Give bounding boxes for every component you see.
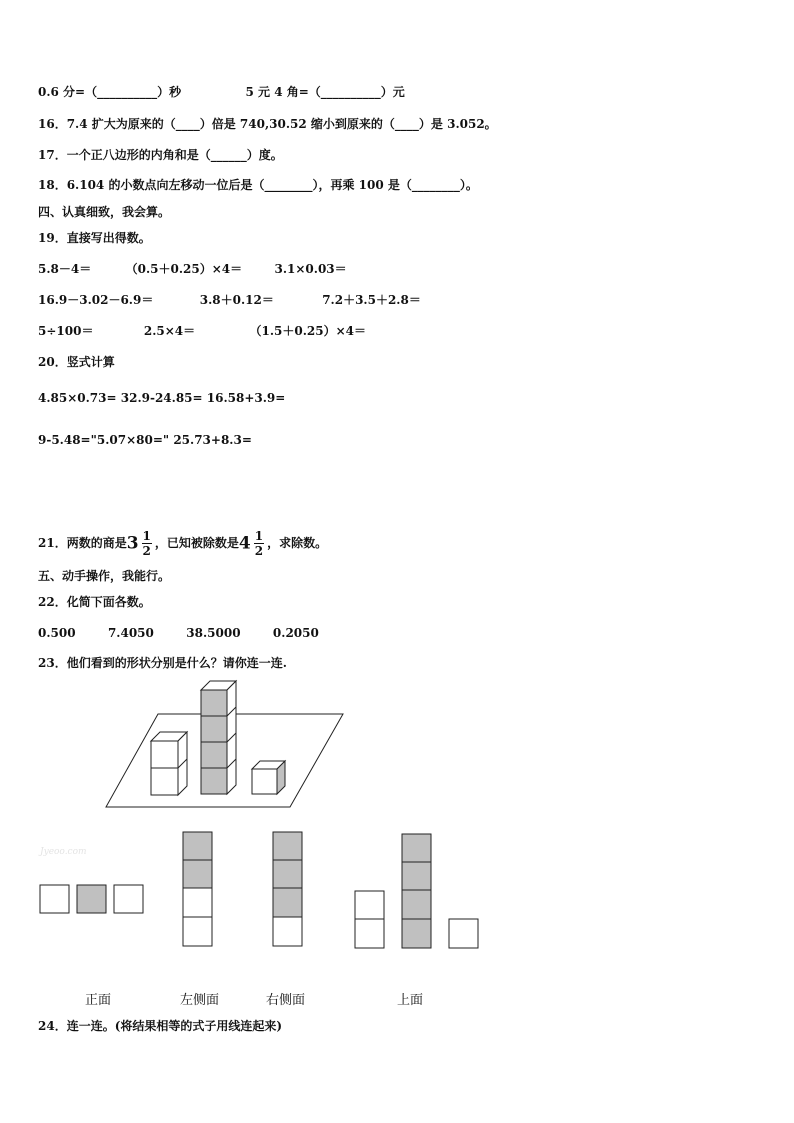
vertical-calc-row-1: 4.85×0.73= 32.9-24.85= 16.58+3.9= [38, 391, 286, 405]
calc-2b: 3.8＋0.12＝ [199, 293, 274, 307]
question-22: 22．化简下面各数。 [38, 595, 151, 609]
view-option-1[interactable] [40, 885, 143, 913]
view-option-3[interactable] [273, 832, 302, 946]
number-2: 7.4050 [107, 626, 154, 640]
question-yuan: 5 元 4 角=（__________）元 [245, 85, 405, 99]
label-top[interactable]: 上面 [397, 993, 424, 1008]
fraction-1-denominator: 2 [142, 544, 151, 558]
calc-1c: 3.1×0.03＝ [274, 262, 347, 276]
calc-1a: 5.8－4＝ [38, 262, 92, 276]
label-front[interactable]: 正面 [85, 993, 112, 1008]
question-seconds: 0.6 分=（__________）秒 [38, 85, 182, 99]
mixed-number-whole-1: 3 [126, 533, 139, 554]
calc-3a: 5÷100＝ [38, 324, 94, 338]
question-24: 24．连一连。(将结果相等的式子用线连起来) [38, 1019, 283, 1033]
section-four-heading: 四、认真细致，我会算。 [38, 205, 171, 219]
fraction-1-numerator: 1 [142, 529, 151, 543]
q21-text-c: ，求除数。 [267, 536, 328, 550]
q21-text-b: ，已知被除数是 [154, 536, 239, 550]
question-16: 16．7.4 扩大为原来的（____）倍是 740,30.52 缩小到原来的（____）是 3.052。 [38, 117, 497, 131]
number-3: 38.5000 [186, 626, 241, 640]
left-cube-stack [151, 732, 187, 795]
view-option-4[interactable] [355, 834, 478, 948]
watermark: Jyeoo.com [40, 847, 87, 857]
single-cube [252, 761, 285, 794]
number-4: 0.2050 [272, 626, 319, 640]
q21-text-a: 21．两数的商是 [38, 536, 127, 550]
vertical-calc-row-2: 9-5.48="5.07×80=" 25.73+8.3= [38, 433, 252, 447]
label-right-side[interactable]: 右侧面 [266, 993, 306, 1008]
mixed-number-whole-2: 4 [238, 533, 251, 554]
calc-2a: 16.9－3.02－6.9＝ [38, 293, 154, 307]
calc-3b: 2.5×4＝ [143, 324, 196, 338]
question-19: 19．直接写出得数。 [38, 231, 151, 245]
view-option-2[interactable] [183, 832, 212, 946]
question-17: 17．一个正八边形的内角和是（______）度。 [38, 148, 283, 162]
calc-1b: （0.5＋0.25）×4＝ [125, 262, 243, 276]
fraction-2-denominator: 2 [254, 544, 264, 558]
number-1: 0.500 [38, 626, 76, 640]
label-left-side[interactable]: 左侧面 [180, 993, 220, 1008]
calc-3c: （1.5＋0.25）×4＝ [249, 324, 367, 338]
question-20: 20．竖式计算 [38, 355, 115, 369]
question-18: 18．6.104 的小数点向左移动一位后是（________），再乘 100 是（________）。 [38, 178, 478, 192]
tall-cube-stack [201, 681, 236, 794]
section-five-heading: 五、动手操作，我能行。 [38, 569, 171, 583]
question-23: 23．他们看到的形状分别是什么？请你连一连. [38, 656, 287, 670]
calc-2c: 7.2＋3.5＋2.8＝ [322, 293, 421, 307]
fraction-2-numerator: 1 [254, 529, 264, 543]
